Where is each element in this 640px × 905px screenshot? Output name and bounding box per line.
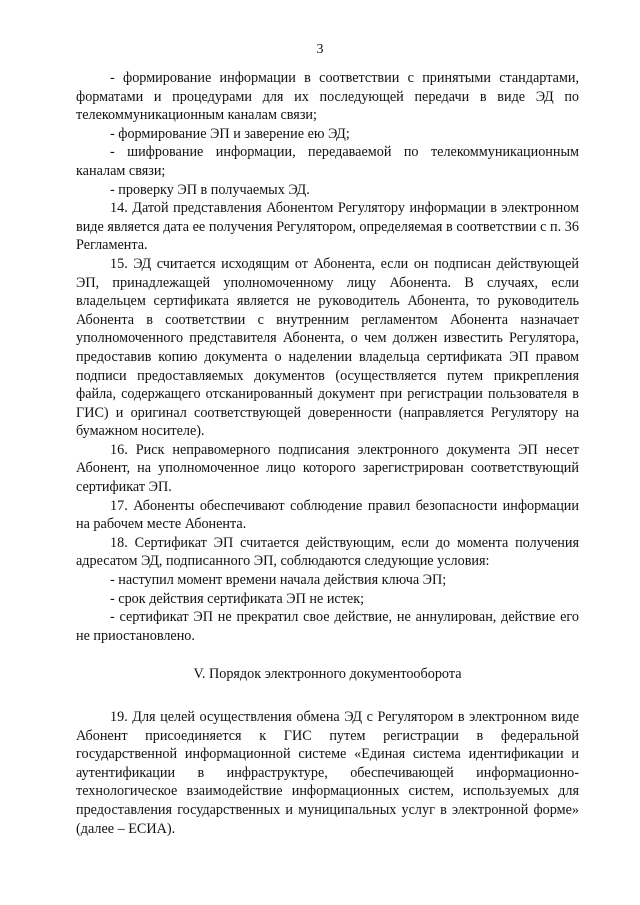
paragraph-condition-1: - наступил момент времени начала действия ключа ЭП; [110,572,447,589]
paragraph-format-info: - формирование информации в соответствии с принятыми стандартами, форматами и процедурами для их последующей передачи в виде ЭД по телекоммуникационным каналам связи; [76,70,579,124]
page-number: 3 [316,42,324,57]
paragraph-encryption: - шифрование информации, передаваемой по телекоммуникационным каналам связи; [76,144,579,179]
paragraph-ep-signing: - формирование ЭП и заверение ею ЭД; [110,125,350,142]
paragraph-ep-check: - проверку ЭП в получаемых ЭД. [110,181,310,198]
paragraph-item-15: 15. ЭД считается исходящим от Абонента, если он подписан действующей ЭП, принадлежащей уполномоченному лицу Абонента. В случаях, если владельцем сертификата является не руководитель Абонента, то руководитель Абонента в соответствии с внутренним регламентом Абонента назначает уполномоченного представителя Абонента, о чем должен известить Регулятора, предоставив копию документа о наделении владельца сертификата ЭП правом подписи предоставляемых документов (осуществляется путем прикрепления файла, содержащего отсканированный документ при регистрации пользователя в ГИС) и оригинал соответствующей доверенности (направляется Регулятору на бумажном носителе). [76,255,579,440]
paragraph-item-16: 16. Риск неправомерного подписания электронного документа ЭП несет Абонент, на уполномоченное лицо которого зарегистрирован соответствующий сертификат ЭП. [76,441,579,496]
paragraph-condition-2: - срок действия сертификата ЭП не истек; [110,590,365,607]
section-heading: V. Порядок электронного документооборота [193,666,462,683]
paragraph-item-19: 19. Для целей осуществления обмена ЭД с Регулятором в электронном виде Абонент присоединяется к ГИС путем регистрации в федеральной государственной информационной системе «Единая система идентификации и аутентификации в инфраструктуре, обеспечивающей информационно-технологическое взаимодействие информационных систем, используемых для предоставления государственных и муниципальных услуг в электронной форме» (далее – ЕСИА). [76,709,579,837]
paragraph-item-18: 18. Сертификат ЭП считается действующим, если до момента получения адресатом ЭД, подписанного ЭП, соблюдаются следующие условия: [76,534,579,570]
paragraph-item-14: 14. Датой представления Абонентом Регулятору информации в электронном виде является дата ее получения Регулятором, определяемая в соответствии с п. 36 Регламента. [76,200,579,254]
document-body [76,69,579,838]
paragraph-item-17: 17. Абоненты обеспечивают соблюдение правил безопасности информации на рабочем месте Абонента. [76,497,579,533]
paragraph-condition-3: - сертификат ЭП не прекратил свое действие, не аннулирован, действие его не приостановлено. [76,609,579,644]
